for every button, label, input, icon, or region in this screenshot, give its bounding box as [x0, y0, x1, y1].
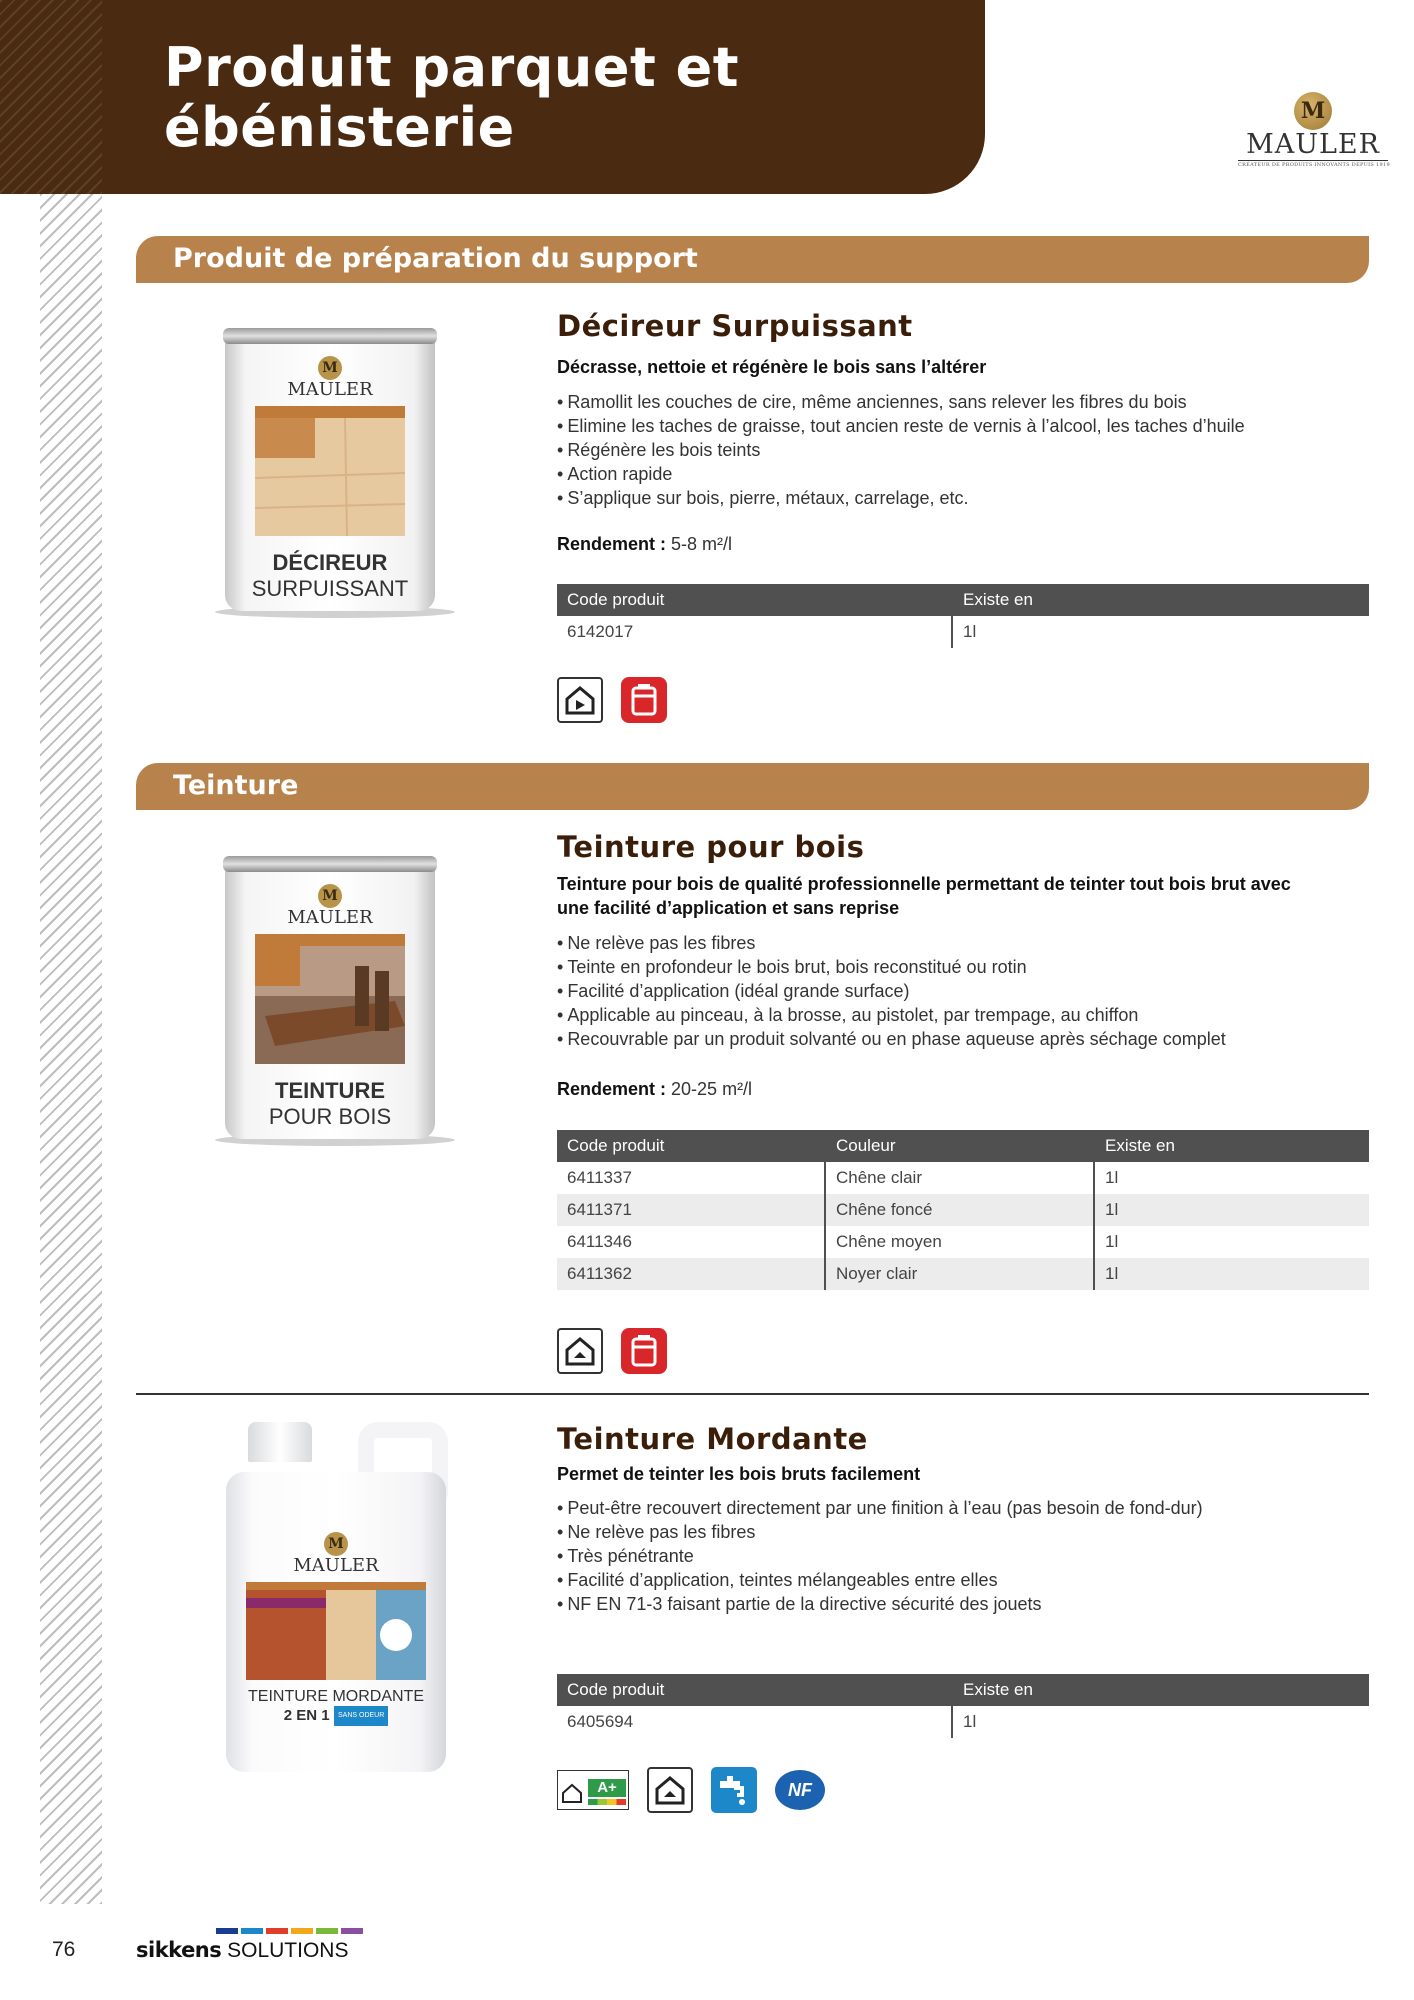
can-icon — [621, 677, 667, 723]
product-image-teinture-pour-bois — [205, 856, 465, 1156]
table-row — [557, 1258, 1369, 1290]
bullet-item: • Ramollit les couches de cire, même anciennes, sans relever les fibres du bois — [557, 390, 1347, 414]
water-tap-icon — [711, 1767, 757, 1813]
table-cell: 1l — [952, 1706, 1369, 1738]
brand-stripe — [241, 1928, 263, 1934]
table-photo — [255, 946, 405, 1064]
table-row — [557, 1162, 1369, 1194]
bullet-item: • Facilité d’application, teintes mélangeables entre elles — [557, 1568, 1347, 1592]
yield-value: 5-8 m²/l — [671, 534, 733, 554]
hatched-side-stripe — [40, 194, 102, 1904]
table-row — [557, 1226, 1369, 1258]
product-title: Teinture pour bois — [557, 830, 865, 864]
table-cell: 6411371 — [557, 1194, 825, 1226]
can-label-line1: TEINTURE — [275, 1078, 385, 1103]
table-cell: 1l — [1094, 1194, 1369, 1226]
table-cell: 1l — [952, 616, 1369, 648]
jug-label-line1: TEINTURE MORDANTE — [248, 1688, 424, 1705]
table-row — [557, 616, 1369, 648]
logo-name: MAULER — [1238, 130, 1388, 161]
air-quality-a-plus-icon — [557, 1770, 629, 1810]
product-code-table — [557, 584, 1369, 648]
table-cell: 6405694 — [567, 1712, 634, 1731]
table-header: Code produit — [557, 1130, 825, 1162]
bullet-item: • Applicable au pinceau, à la brosse, au pistolet, par trempage, au chiffon — [557, 1003, 1347, 1027]
bullet-item: • Action rapide — [557, 462, 1347, 486]
product-icons — [557, 1766, 825, 1814]
product-icons — [557, 1327, 667, 1375]
can-emblem-icon: M — [318, 356, 342, 380]
jug-brand: MAULER — [293, 1555, 379, 1576]
table-cell: Chêne moyen — [825, 1226, 1094, 1258]
header-hatch — [0, 0, 102, 194]
sikkens-solutions-logo — [136, 1928, 363, 1963]
brand-stripe — [341, 1928, 363, 1934]
page-title: Produit parquet et ébénisterie — [164, 36, 740, 159]
product-subtitle: Permet de teinter les bois bruts facilement — [557, 1464, 921, 1484]
brand-suffix: SOLUTIONS — [227, 1939, 349, 1962]
product-subtitle: Teinture pour bois de qualité professionnelle permettant de teinter tout bois brut avec une facilité d’application et sans reprise — [557, 874, 1291, 918]
table-header: Existe en — [1094, 1130, 1369, 1162]
product-title: Décireur Surpuissant — [557, 309, 913, 343]
brand-name: sikkens — [136, 1938, 222, 1962]
can-icon — [621, 1328, 667, 1374]
table-cell: 6411362 — [557, 1258, 825, 1290]
product-bullets — [557, 931, 1347, 1051]
product-bullets — [557, 1496, 1347, 1616]
section-label: Produit de préparation du support — [173, 243, 698, 274]
product-code-table — [557, 1674, 1369, 1738]
can-label-line2: SURPUISSANT — [251, 576, 409, 601]
can-label-line2: POUR BOIS — [268, 1104, 392, 1129]
table-cell: 6142017 — [567, 622, 634, 641]
table-header: Existe en — [952, 1674, 1369, 1706]
bullet-item: • Teinte en profondeur le bois brut, bois reconstitué ou rotin — [557, 955, 1347, 979]
table-cell: 1l — [1094, 1162, 1369, 1194]
table-header: Code produit — [557, 584, 952, 616]
wood-photo — [255, 418, 405, 536]
bullet-item: • S’applique sur bois, pierre, métaux, carrelage, etc. — [557, 486, 1347, 510]
table-cell: 6411346 — [567, 1232, 632, 1251]
yield-label: Rendement : — [557, 1079, 667, 1099]
can-label-line1: DÉCIREUR — [272, 550, 388, 575]
bullet-item: • Régénère les bois teints — [557, 438, 1347, 462]
product-title: Teinture Mordante — [557, 1422, 868, 1456]
bullet-item: • Facilité d’application (idéal grande surface) — [557, 979, 1347, 1003]
brand-stripe — [316, 1928, 338, 1934]
can-emblem-icon: M — [318, 884, 342, 908]
table-header: Code produit — [557, 1674, 952, 1706]
table-cell: Noyer clair — [825, 1258, 1094, 1290]
bullet-item: • Ne relève pas les fibres — [557, 1520, 1347, 1544]
table-header: Couleur — [825, 1130, 1094, 1162]
brand-stripe — [291, 1928, 313, 1934]
bullet-item: • Ne relève pas les fibres — [557, 931, 1347, 955]
yield-value: 20-25 m²/l — [671, 1079, 753, 1099]
table-row — [557, 1194, 1369, 1226]
header-band — [0, 0, 985, 194]
table-cell: Chêne foncé — [825, 1194, 1094, 1226]
bullet-item: • NF EN 71-3 faisant partie de la directive sécurité des jouets — [557, 1592, 1347, 1616]
indoor-use-icon — [557, 677, 603, 723]
table-cell: 1l — [1094, 1226, 1369, 1258]
yield — [557, 532, 732, 556]
page-number: 76 — [52, 1938, 76, 1961]
product-image-decireur — [205, 328, 465, 628]
indoor-use-icon — [647, 1767, 693, 1813]
mauler-logo — [1238, 92, 1388, 170]
product-subtitle: Décrasse, nettoie et régénère le bois sans l’altérer — [557, 357, 987, 377]
brand-stripe — [266, 1928, 288, 1934]
logo-tagline: CRÉATEUR DE PRODUITS INNOVANTS DEPUIS 1919 — [1238, 162, 1390, 168]
product-icons — [557, 676, 667, 724]
table-cell: 6411337 — [567, 1168, 632, 1187]
bullet-item: • Peut-être recouvert directement par une finition à l’eau (pas besoin de fond-dur) — [557, 1496, 1347, 1520]
section-label: Teinture — [173, 770, 299, 801]
table-cell: Chêne clair — [825, 1162, 1094, 1194]
table-header: Existe en — [952, 584, 1369, 616]
brand-stripe — [216, 1928, 238, 1934]
bullet-item: • Recouvrable par un produit solvanté ou en phase aqueuse après séchage complet — [557, 1027, 1347, 1051]
air-grade: A+ — [588, 1779, 626, 1797]
yield-label: Rendement : — [557, 534, 667, 554]
table-cell: 1l — [1094, 1258, 1369, 1290]
can-brand: MAULER — [287, 907, 373, 928]
product-bullets — [557, 390, 1347, 510]
section-bar-teinture — [136, 763, 1369, 810]
product-image-teinture-mordante — [218, 1422, 458, 1782]
jug-photo — [246, 1590, 426, 1680]
yield — [557, 1077, 752, 1101]
section-bar-preparation — [136, 236, 1369, 283]
product-divider — [136, 1393, 1369, 1395]
bullet-item: • Elimine les taches de graisse, tout ancien reste de vernis à l’alcool, les taches d’huile — [557, 414, 1347, 438]
brand-stripes — [216, 1928, 363, 1934]
table-row — [557, 1706, 1369, 1738]
bullet-item: • Très pénétrante — [557, 1544, 1347, 1568]
indoor-use-icon — [557, 1328, 603, 1374]
nf-certification-icon: NF — [775, 1770, 825, 1810]
can-brand: MAULER — [287, 379, 373, 400]
product-code-table — [557, 1130, 1369, 1290]
jug-label-line2: 2 EN 1 — [283, 1707, 330, 1725]
jug-emblem-icon: M — [324, 1532, 348, 1556]
sans-odeur-badge: SANS ODEUR — [334, 1706, 388, 1726]
mauler-emblem-icon: M — [1294, 92, 1332, 130]
